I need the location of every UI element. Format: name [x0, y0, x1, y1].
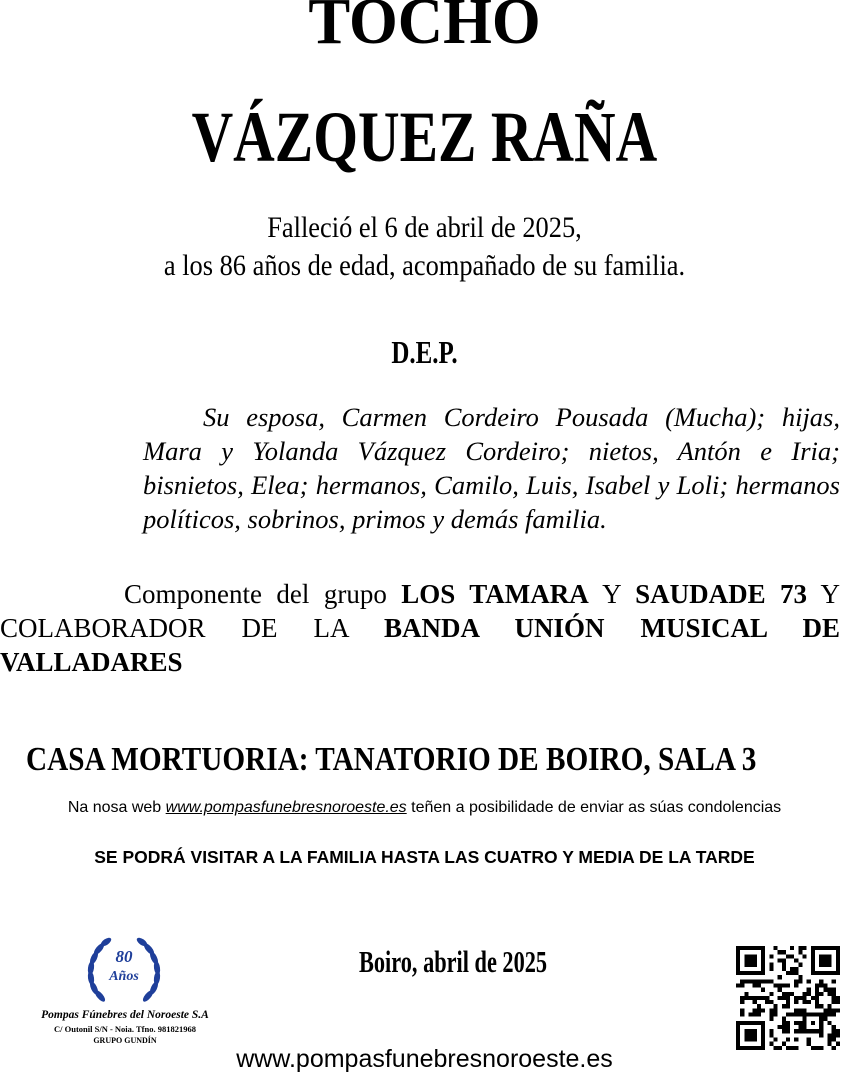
laurel-wreath-icon: [18, 930, 230, 1010]
logo-address: C/ Outonil S/N - Noia. Tfno. 981821968: [53, 1024, 196, 1034]
website-link[interactable]: www.pompasfunebresnoroeste.es: [165, 799, 407, 816]
logo-badge-number: 80: [115, 947, 133, 966]
logo-group: GRUPO GUNDÍN: [93, 1036, 157, 1045]
deceased-nickname: TOCHO: [308, 0, 541, 58]
casa-mortuoria: CASA MORTUORIA: TANATORIO DE BOIRO, SALA 3: [26, 741, 757, 778]
web-notice: [0, 797, 849, 819]
death-age-line: a los 86 años de edad, acompañado de su familia.: [163, 249, 686, 282]
web-notice-prefix: Na nosa web: [67, 799, 166, 816]
dep-label: D.E.P.: [391, 334, 458, 370]
place-date: Boiro, abril de 2025: [359, 944, 548, 979]
web-notice-suffix: teñen a posibilidade de enviar as súas condolencias: [406, 799, 782, 816]
member-text-3: Y COLABORADOR DE LA: [0, 579, 840, 643]
logo-badge-word: Años: [109, 969, 139, 984]
logo-company-name: Pompas Fúnebres del Noroeste S.A: [41, 1009, 209, 1021]
member-text-1: Componente del grupo: [124, 579, 402, 609]
visit-notice: SE PODRÁ VISITAR A LA FAMILIA HASTA LAS CUATRO Y MEDIA DE LA TARDE: [94, 847, 755, 867]
member-paragraph: [0, 577, 840, 679]
member-group-2: SAUDADE 73: [635, 579, 808, 609]
member-group-1: LOS TAMARA: [401, 579, 589, 609]
qr-code-icon[interactable]: [736, 946, 840, 1050]
deceased-surnames: [0, 92, 800, 182]
death-date-line: Falleció el 6 de abril de 2025,: [267, 211, 582, 244]
member-text-2: Y: [588, 579, 636, 609]
footer-website[interactable]: www.pompasfunebresnoroeste.es: [236, 1045, 613, 1073]
member-group-3: BANDA UNIÓN MUSICAL DE VALLADARES: [0, 613, 840, 677]
deceased-surnames-text: VÁZQUEZ RAÑA: [191, 97, 658, 177]
family-paragraph: Su esposa, Carmen Cordeiro Pousada (Mucha); hijas, Mara y Yolanda Vázquez Cordeiro; nietos, Antón e Iria; bisnietos, Elea; hermanos, Camilo, Luis, Isabel y Loli; hermanos políticos, sobrinos, primos y demás familia.: [143, 402, 840, 534]
